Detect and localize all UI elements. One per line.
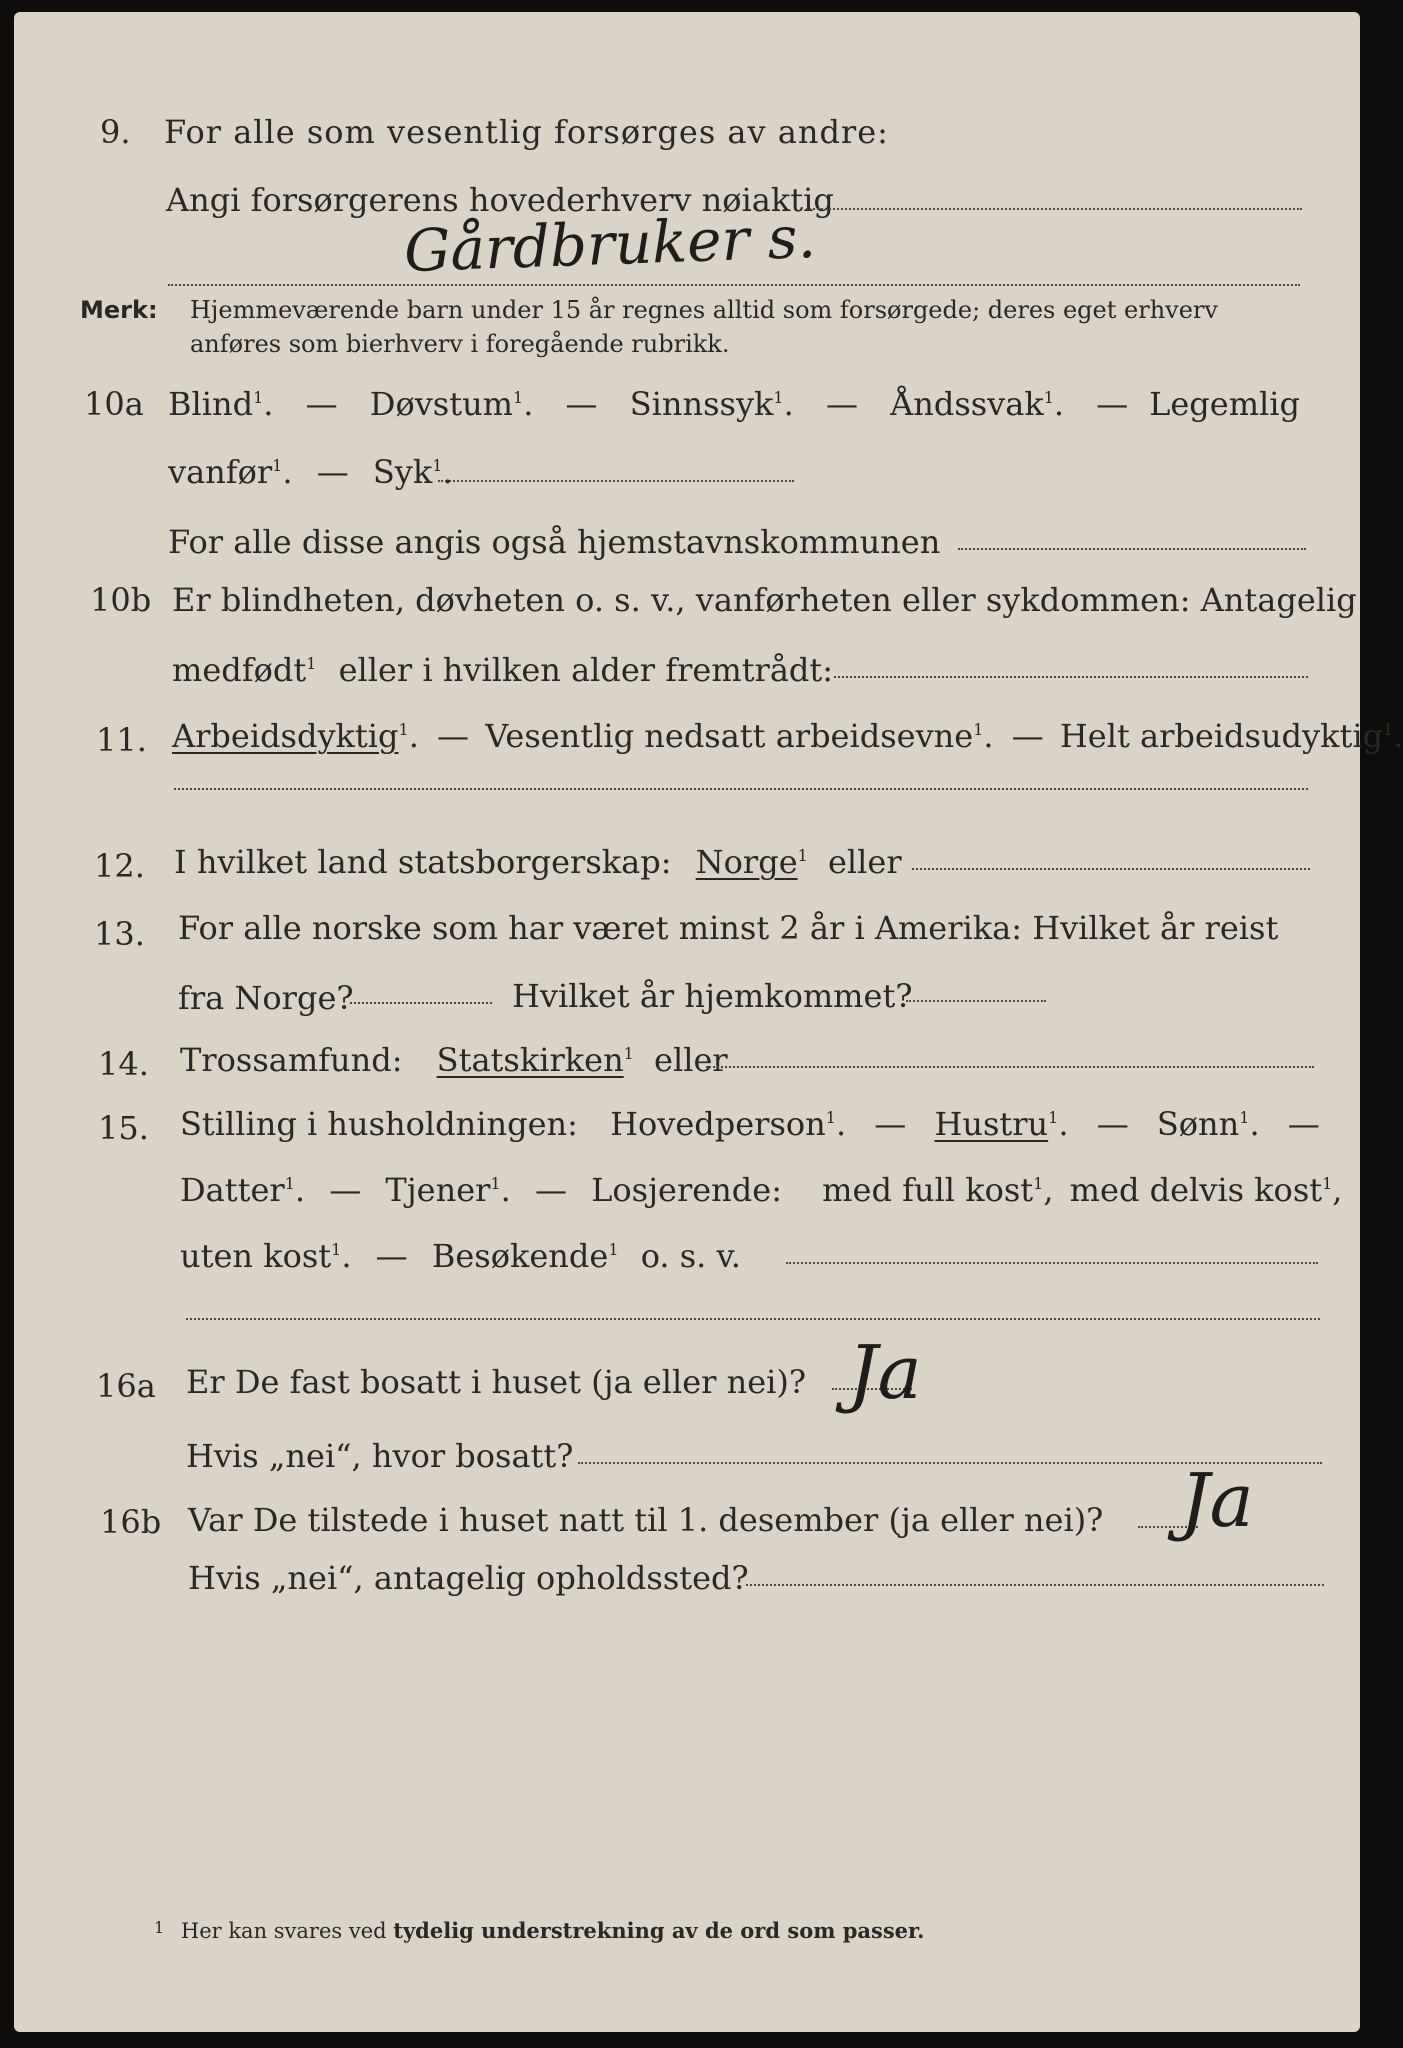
option-datter: Datter xyxy=(180,1171,285,1209)
q9-line1: For alle som vesentlig forsørges av andre: xyxy=(164,113,889,151)
q10a-line2: vanfør$^1$. — Syk$^1$. xyxy=(168,453,453,491)
q15-number: 15. xyxy=(98,1109,149,1147)
q10a-line3: For alle disse angis også hjemstavnskommunen xyxy=(168,523,941,561)
q14-answer-line xyxy=(706,1066,1314,1068)
q16b-opholdssted-line xyxy=(746,1584,1324,1586)
option-hustru: Hustru xyxy=(934,1105,1049,1143)
option-blind: Blind xyxy=(168,385,254,423)
q16a-line2: Hvis „nei“, hvor bosatt? xyxy=(186,1437,574,1475)
option-legemlig: Legemlig xyxy=(1149,385,1300,423)
q12-answer-line xyxy=(912,868,1310,870)
option-dovstum: Døvstum xyxy=(369,385,514,423)
option-vanfor: vanfør xyxy=(168,453,273,491)
q15-line2: Datter$^1$. — Tjener$^1$. — Losjerende: med full kost$^1$, med delvis kost$^1$, xyxy=(180,1171,1343,1209)
q15-line1: Stilling i husholdningen: Hovedperson$^1$. — Hustru$^1$. — Sønn$^1$. — xyxy=(180,1105,1320,1143)
footnote: $^1$ Her kan svares ved tydelig understrekning av de ord som passer. xyxy=(154,1918,925,1943)
census-form-page xyxy=(14,12,1403,2032)
q10a-number: 10a xyxy=(84,385,144,423)
q12-number: 12. xyxy=(94,847,145,885)
q16b-line1: Var De tilstede i huset natt til 1. desember (ja eller nei)? xyxy=(188,1501,1104,1539)
q16b-number: 16b xyxy=(100,1503,162,1541)
option-statskirken: Statskirken xyxy=(436,1041,624,1079)
option-syk: Syk xyxy=(372,453,433,491)
q10b-line1: Er blindheten, døvheten o. s. v., vanførheten eller sykdommen: Antagelig xyxy=(172,581,1357,619)
q16a-line1: Er De fast bosatt i huset (ja eller nei)? xyxy=(186,1363,807,1401)
q11-number: 11. xyxy=(96,721,147,759)
q10a-line1: Blind$^1$. — Døvstum$^1$. — Sinnssyk$^1$. — Åndssvak$^1$. — Legemlig xyxy=(168,385,1300,423)
merk-label: Merk: xyxy=(80,296,158,324)
q13-line2a: fra Norge? xyxy=(178,979,354,1017)
option-uten-kost: uten kost xyxy=(180,1237,332,1275)
q9-line2: Angi forsørgerens hovederhverv nøiaktig xyxy=(166,181,834,219)
q14-number: 14. xyxy=(98,1045,149,1083)
q10a-syk-line xyxy=(438,480,794,482)
q13-line1: For alle norske som har været minst 2 år i Amerika: Hvilket år reist xyxy=(178,909,1279,947)
option-sonn: Sønn xyxy=(1156,1105,1240,1143)
q9-answer-line-2 xyxy=(168,284,1300,286)
q13-line2b: Hvilket år hjemkommet? xyxy=(512,977,913,1015)
q11-answer-line xyxy=(174,788,1308,790)
q9-answer-line xyxy=(806,208,1302,210)
q14-line: Trossamfund: Statskirken$^1$ eller xyxy=(180,1041,728,1079)
q10a-hjemstavn-line xyxy=(958,548,1306,550)
q16b-handwritten-answer: Ja xyxy=(1180,1458,1254,1544)
option-arbeidsdyktig: Arbeidsdyktig xyxy=(172,717,399,755)
q15-answer-line xyxy=(786,1262,1318,1264)
merk-line1: Hjemmeværende barn under 15 år regnes alltid som forsørgede; deres eget erhverv xyxy=(190,296,1218,324)
q13-hjemkommet-line xyxy=(906,1000,1046,1002)
option-hovedperson: Hovedperson xyxy=(610,1105,826,1143)
q9-handwritten-answer: Gårdbruker s. xyxy=(402,202,817,286)
merk-line2: anføres som bierhverv i foregående rubrikk. xyxy=(190,330,730,358)
q11-line: Arbeidsdyktig$^1$. — Vesentlig nedsatt arbeidsevne$^1$. — Helt arbeidsudyktig$^1$. xyxy=(172,717,1403,755)
option-norge: Norge xyxy=(695,843,798,881)
q13-reist-line xyxy=(350,1002,492,1004)
q16a-number: 16a xyxy=(96,1367,156,1405)
option-nedsatt: Vesentlig nedsatt arbeidsevne xyxy=(485,717,974,755)
option-arbeidsudyktig: Helt arbeidsudyktig xyxy=(1059,717,1384,755)
option-delvis-kost: med delvis kost xyxy=(1069,1171,1323,1209)
q10b-number: 10b xyxy=(90,581,152,619)
option-andssvak: Åndssvak xyxy=(890,385,1044,423)
q15-line3: uten kost$^1$. — Besøkende$^1$ o. s. v. xyxy=(180,1237,741,1275)
q10b-line2: medfødt$^1$ eller i hvilken alder fremtrådt: xyxy=(172,651,834,689)
option-tjener: Tjener xyxy=(385,1171,491,1209)
q9-number: 9. xyxy=(100,113,131,151)
q13-number: 13. xyxy=(94,915,145,953)
q12-line: I hvilket land statsborgerskap: Norge$^1$ eller xyxy=(174,843,902,881)
q10b-answer-line xyxy=(834,676,1308,678)
option-losjerende: Losjerende: xyxy=(591,1171,782,1209)
option-besokende: Besøkende xyxy=(431,1237,609,1275)
option-sinnssyk: Sinnssyk xyxy=(629,385,774,423)
q16b-line2: Hvis „nei“, antagelig opholdssted? xyxy=(188,1559,749,1597)
option-full-kost: med full kost xyxy=(822,1171,1034,1209)
q16a-handwritten-answer: Ja xyxy=(848,1330,922,1416)
q15-answer-line-2 xyxy=(186,1318,1320,1320)
